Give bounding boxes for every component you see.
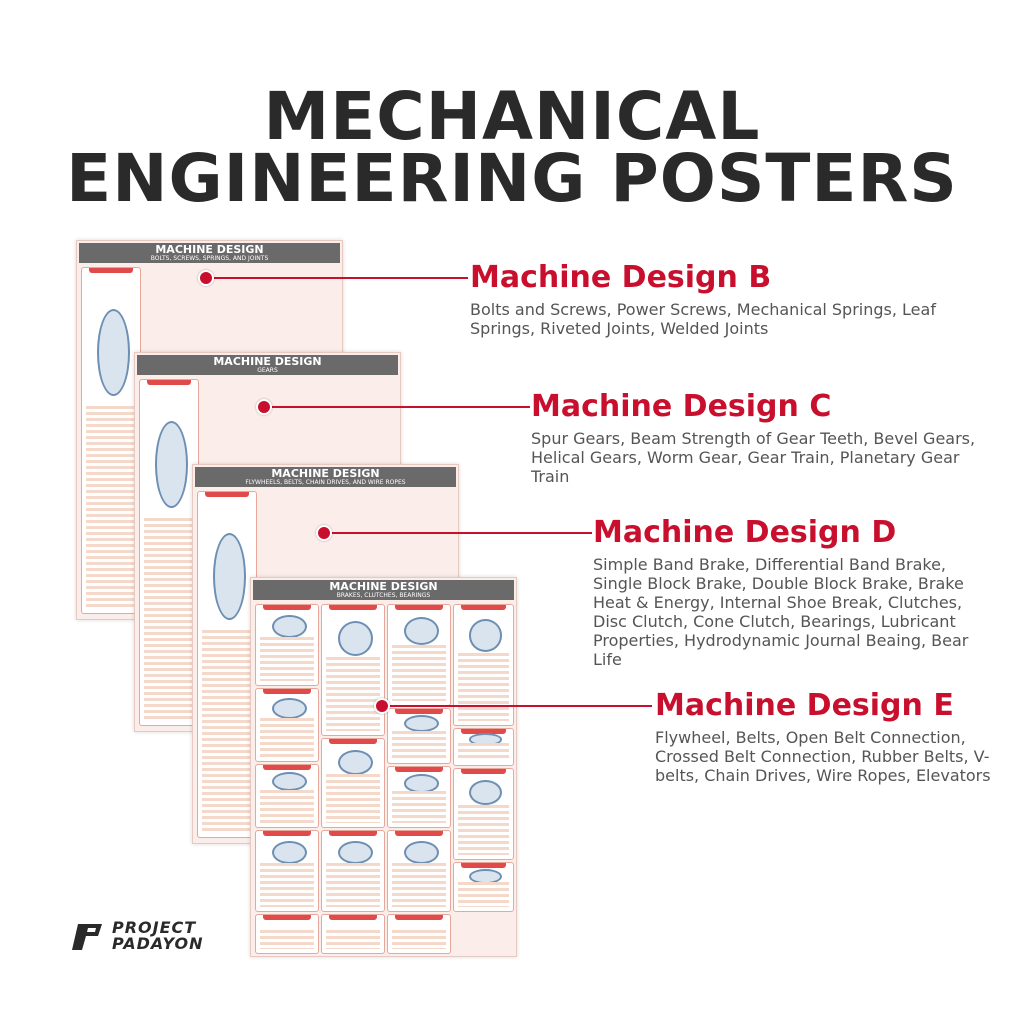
marker-dot-c [256,399,272,415]
marker-dot-b [198,270,214,286]
logo-line-1: PROJECT [112,918,197,937]
poster-title: MACHINE DESIGN [329,580,438,593]
label-machine-design-c [531,391,1001,486]
marker-dot-e [374,698,390,714]
label-machine-design-e [655,690,1000,785]
connector-line-d [328,532,592,534]
label-heading: Machine Design D [593,515,897,550]
poster-title: MACHINE DESIGN [155,243,264,256]
poster-header [137,355,398,375]
label-heading: Machine Design C [531,389,832,424]
poster-header [195,467,456,487]
padayon-logo-icon [72,924,106,950]
label-heading: Machine Design E [655,688,954,723]
poster-header [79,243,340,263]
connector-line-b [210,277,468,279]
poster-subtitle: BRAKES, CLUTCHES, BEARINGS [336,592,431,599]
label-machine-design-d [593,517,993,669]
label-description: Flywheel, Belts, Open Belt Connection, Crossed Belt Connection, Rubber Belts, V-belts, Chain Drives, Wire Ropes, Elevators [655,728,991,785]
marker-dot-d [316,525,332,541]
label-description: Spur Gears, Beam Strength of Gear Teeth, Bevel Gears, Helical Gears, Worm Gear, Gear Train, Planetary Gear Train [531,429,976,486]
page-title-line-2: ENGINEERING POSTERS [66,140,958,217]
poster-header [253,580,514,600]
connector-line-c [268,406,530,408]
label-description: Bolts and Screws, Power Screws, Mechanical Springs, Leaf Springs, Riveted Joints, Welded Joints [470,300,936,338]
poster-subtitle: GEARS [257,367,278,374]
logo-line-2: PADAYON [112,934,204,953]
poster-subtitle: FLYWHEELS, BELTS, CHAIN DRIVES, AND WIRE ROPES [245,479,406,486]
project-padayon-logo [72,920,222,960]
page-title-line-1: MECHANICAL [263,78,761,155]
poster-title: MACHINE DESIGN [213,355,322,368]
label-machine-design-b [470,262,990,338]
label-description: Simple Band Brake, Differential Band Brake, Single Block Brake, Double Block Brake, Brake Heat & Energy, Internal Shoe Break, Clutches, Disc Clutch, Cone Clutch, Bearings, Lubricant Properties, Hydrodynamic Journal Beaing, Bear Life [593,555,969,669]
label-heading: Machine Design B [470,260,772,295]
poster-title: MACHINE DESIGN [271,467,380,480]
connector-line-e [386,705,652,707]
poster-machine-design-e [250,577,517,957]
poster-subtitle: BOLTS, SCREWS, SPRINGS, AND JOINTS [150,255,269,262]
